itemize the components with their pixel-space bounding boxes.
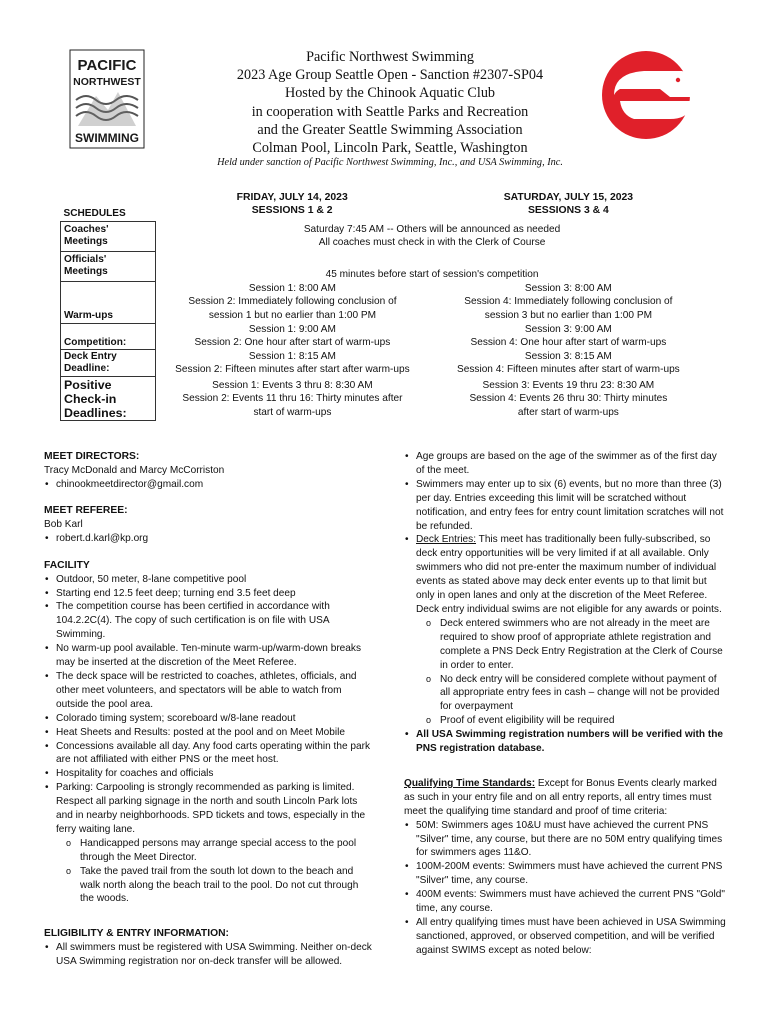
list-subitem: o Take the paved trail from the south lot down to the beach and walk north along the beach trail to the pool. Do not cut through the woods. xyxy=(44,865,374,907)
list-item: • 400M events: Swimmers must have achieved the current PNS "Gold" time, any course. xyxy=(404,888,726,916)
sanction-note: Held under sanction of Pacific Northwest Swimming, Inc., and USA Swimming, Inc. xyxy=(217,157,563,168)
pnw-logo-word-pacific: PACIFIC xyxy=(77,57,137,74)
header-line-gss: and the Greater Seattle Swimming Association xyxy=(257,121,523,138)
header-line-host: Hosted by the Chinook Aquatic Club xyxy=(284,85,496,102)
list-item: • All swimmers must be registered with USA Swimming. Neither on-deck USA Swimming registration nor on-deck transfer will be allowed. xyxy=(44,941,374,969)
positive-checkin-label: Positive Check-in Deadlines: xyxy=(61,377,156,421)
list-item: • Heat Sheets and Results: posted at the pool and on Meet Mobile xyxy=(44,726,374,740)
pnw-swimming-logo xyxy=(66,48,148,150)
list-item: • Starting end 12.5 feet deep; turning end 3.5 feet deep xyxy=(44,587,374,601)
list-subitem: o No deck entry will be considered complete without payment of all appropriate entry fees in cash – change will not be provided for overpayment xyxy=(404,673,726,715)
meet-directors-names: Tracy McDonald and Marcy McCorriston xyxy=(44,465,225,476)
meet-referee-title: MEET REFEREE: xyxy=(44,505,128,517)
schedules-heading: SCHEDULES xyxy=(61,188,156,221)
meet-directors-title: MEET DIRECTORS: xyxy=(44,451,140,462)
eligibility-list xyxy=(404,450,726,756)
deck-entries-label: Deck Entries: xyxy=(416,534,477,546)
saturday-competition: Session 3: 9:00 AM Session 4: One hour after start of warm-ups xyxy=(470,324,667,349)
meet-directors-email: • chinookmeetdirector@gmail.com xyxy=(44,478,374,492)
pnw-logo-word-northwest: NORTHWEST xyxy=(73,76,141,88)
qualifying-standards-text: Except for Bonus Events clearly marked as such in your entry file and on all entry reports, all entry times must meet the qualifying time standard and proof of time criteria: xyxy=(404,777,717,817)
friday-header: FRIDAY, JULY 14, 2023 SESSIONS 1 & 2 xyxy=(236,191,348,216)
deck-entry-deadline-label: Deck Entry Deadline: xyxy=(61,350,156,377)
coaches-meetings-info: Saturday 7:45 AM -- Others will be announced as needed All coaches must check in with the Clerk of Course xyxy=(303,223,561,248)
list-item: • No warm-up pool available. Ten-minute warm-up/warm-down breaks may be inserted at the discretion of the Meet Referee. xyxy=(44,642,374,670)
saturday-checkin: Session 3: Events 19 thru 23: 8:30 AM Session 4: Events 26 thru 30: Thirty minutes after start of warm-ups xyxy=(469,379,668,418)
meet-referee-email: • robert.d.karl@kp.org xyxy=(44,532,374,546)
meet-header xyxy=(180,48,600,157)
list-item: • Outdoor, 50 meter, 8-lane competitive pool xyxy=(44,573,374,587)
friday-checkin: Session 1: Events 3 thru 8: 8:30 AM Session 2: Events 11 thru 16: Thirty minutes after start of warm-ups xyxy=(182,379,403,418)
list-item: • Colorado timing system; scoreboard w/8-lane readout xyxy=(44,712,374,726)
officials-meetings-label: Officials' Meetings xyxy=(61,251,156,281)
saturday-warmups: Session 3: 8:00 AM Session 4: Immediately following conclusion of session 3 but no earlier than 1:00 PM xyxy=(464,282,673,321)
list-item: • Swimmers may enter up to six (6) events, but no more than three (3) per day. Entries exceeding this limit will be scratched without notification, and entry fees for entry count limitation scratches will not be refunded. xyxy=(404,478,726,534)
qualifying-standards-para xyxy=(404,777,726,819)
header-line-org: Pacific Northwest Swimming xyxy=(306,49,474,65)
facility-list xyxy=(44,573,374,907)
friday-competition: Session 1: 9:00 AM Session 2: One hour after start of warm-ups xyxy=(194,324,391,349)
schedule-table xyxy=(60,188,708,421)
eligibility-title: ELIGIBILITY & ENTRY INFORMATION: xyxy=(44,928,229,940)
left-column xyxy=(44,450,374,969)
friday-deck-entry: Session 1: 8:15 AM Session 2: Fifteen minutes after start after warm-ups xyxy=(175,350,410,376)
saturday-header: SATURDAY, JULY 15, 2023 SESSIONS 3 & 4 xyxy=(503,191,634,216)
warmups-label: Warm-ups xyxy=(61,281,156,323)
list-subitem: o Proof of event eligibility will be required xyxy=(404,714,726,728)
deck-entries-text: This meet has traditionally been fully-subscribed, so deck entry opportunities will be very limited if at all available. Only swimmers who did not pre-enter the maximum number of individual events as stated above may deck enter events up to that limit but only in open lanes and only at the discretion of the Meet Referee. Deck entry individual swims are not eligible for any awards or points. xyxy=(416,534,722,615)
header-line-meet: 2023 Age Group Seattle Open - Sanction #2307-SP04 xyxy=(236,67,544,84)
meet-referee-name: Bob Karl xyxy=(44,519,83,531)
friday-warmups: Session 1: 8:00 AM Session 2: Immediately following conclusion of session 1 but no earlier than 1:00 PM xyxy=(188,282,397,321)
qualifying-standards-title: Qualifying Time Standards: xyxy=(404,777,536,789)
pnw-logo-mountain xyxy=(78,92,136,126)
qualifying-list xyxy=(404,819,726,958)
deck-entries-item xyxy=(404,533,726,616)
header-line-venue: Colman Pool, Lincoln Park, Seattle, Washington xyxy=(252,140,528,157)
list-item: • Age groups are based on the age of the swimmer as of the first day of the meet. xyxy=(404,450,726,478)
list-subitem: o Handicapped persons may arrange special access to the pool through the Meet Director. xyxy=(44,837,374,865)
list-item: • Parking: Carpooling is strongly recommended as parking is limited. Respect all parking signage in the north and south Lincoln Park lots and in nearby neighborhoods. SPD tickets and tows, especially in the ferry waiting lane. xyxy=(44,781,374,837)
header-line-coop: in cooperation with Seattle Parks and Recreation xyxy=(251,103,529,120)
list-item: • Concessions available all day. Any food carts operating within the park are not affiliated with either PNS or the meet host. xyxy=(44,740,374,768)
competition-label: Competition: xyxy=(61,323,156,350)
pnw-logo-word-swimming: SWIMMING xyxy=(75,131,139,145)
list-subitem: o Deck entered swimmers who are not already in the meet are required to show proof of appropriate athlete registration and complete a PNS Deck Entry Registration at the Clerk of Course in order to enter. xyxy=(404,617,726,673)
list-item: • The deck space will be restricted to coaches, athletes, officials, and other meet volunteers, and spectators will be able to watch from outside the pool area. xyxy=(44,670,374,712)
right-column xyxy=(404,450,726,958)
list-item: • All entry qualifying times must have been achieved in USA Swimming sanctioned, approved, or observed competition, and will be verified against SWIMS except as noted below: xyxy=(404,916,726,958)
list-item: • Hospitality for coaches and officials xyxy=(44,767,374,781)
officials-meetings-info: 45 minutes before start of session's competition xyxy=(325,268,539,280)
list-item: • 50M: Swimmers ages 10&U must have achieved the current PNS "Silver" time, any course, but there are no 50M entry qualifying times for swimmers ages 11&O. xyxy=(404,819,726,861)
list-item: • 100M-200M events: Swimmers must have achieved the current PNS "Silver" time, any course. xyxy=(404,860,726,888)
saturday-deck-entry: Session 3: 8:15 AM Session 4: Fifteen minutes after start of warm-ups xyxy=(457,350,680,376)
verification-note: • All USA Swimming registration numbers will be verified with the PNS registration database. xyxy=(404,728,726,756)
chinook-aquatic-club-logo xyxy=(600,49,692,141)
list-item: • The competition course has been certified in accordance with 104.2.2C(4). The copy of such certification is on file with USA Swimming. xyxy=(44,600,374,642)
facility-title: FACILITY xyxy=(44,559,90,571)
coaches-meetings-label: Coaches' Meetings xyxy=(61,221,156,251)
